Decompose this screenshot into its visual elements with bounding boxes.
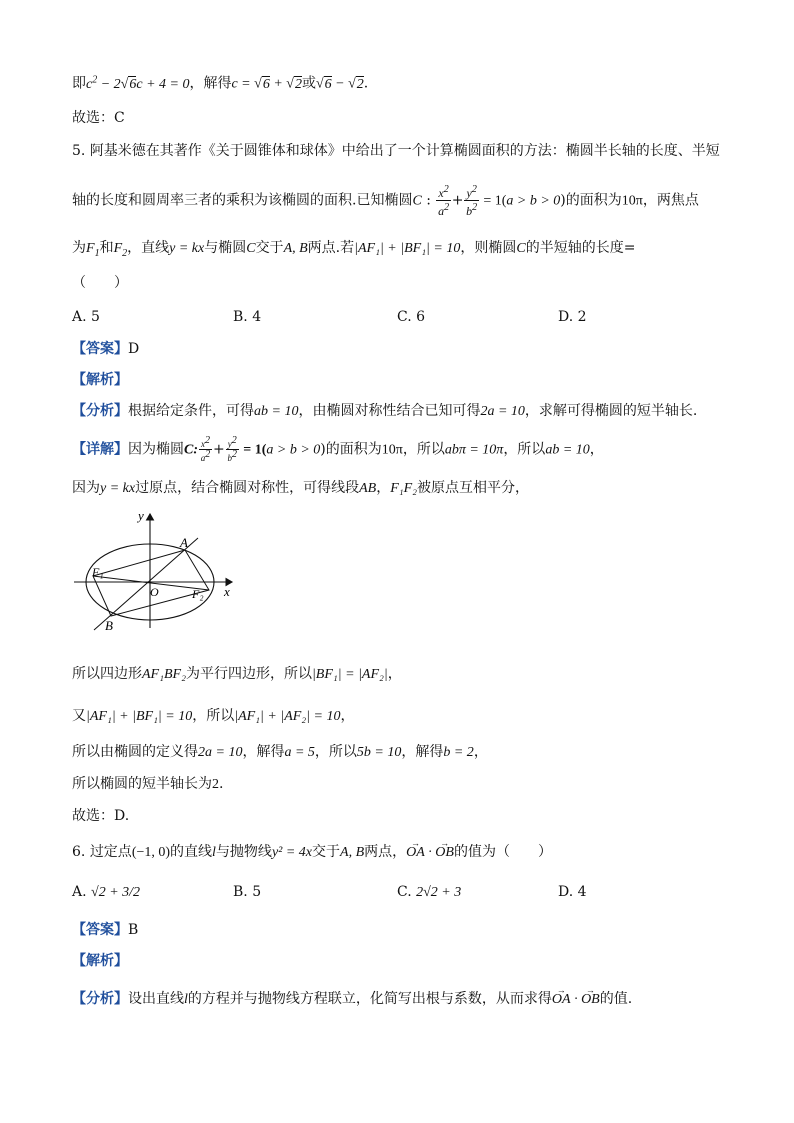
fenxi-tag: 【分析】 — [72, 991, 128, 1007]
label-A: A — [180, 535, 188, 550]
math: y² = 4x — [271, 845, 313, 860]
text: ，求解可得椭圆的短半轴长. — [524, 403, 698, 419]
math: A, B — [340, 845, 365, 860]
q6-options — [72, 882, 734, 908]
text: 的值. — [599, 991, 633, 1007]
text: 因为 — [72, 480, 100, 496]
option-b[interactable]: B. 4 — [233, 309, 262, 325]
math: |BF₁| = |AF₂| — [311, 667, 388, 682]
answer-tag: 【答案】 — [72, 922, 128, 938]
q5-stem-line3: 为$F_1$和$F_2$，直线y = kx与椭圆C交于A, B两点.若|AF₁| + |BF₁| = 10，则椭圆C的半短轴的长度= — [72, 240, 636, 259]
math: 5b = 10 — [356, 745, 402, 760]
analysis-tag: 【解析】 — [72, 372, 128, 388]
text: 轴的长度和圆周率三者的乘积为该椭圆的面积.已知椭圆 — [72, 192, 413, 209]
question-number: 6. — [72, 844, 86, 860]
text: ， — [473, 744, 488, 760]
text: 阿基米德在其著作《关于圆锥体和球体》中给出了一个计算椭圆面积的方法：椭圆半长轴的长度、半短 — [89, 143, 720, 159]
text: ，所以 — [402, 441, 445, 458]
analysis-tag: 【解析】 — [72, 953, 128, 969]
text: ， — [340, 708, 355, 724]
ellipse-figure — [72, 506, 242, 634]
condition: |AF₁| + |BF₁| = 10 — [354, 241, 461, 256]
q5-definition — [72, 742, 734, 763]
q5-you — [72, 706, 734, 727]
answer-tag: 【答案】 — [72, 341, 128, 357]
math: l — [212, 845, 216, 860]
text: 所以四边形 — [72, 666, 142, 682]
xiangjie-tag: 【详解】 — [72, 441, 128, 458]
text: 过定点 — [89, 844, 132, 860]
text: 过原点，结合椭圆对称性，可得线段 — [135, 480, 360, 496]
text: 设出直线 — [128, 991, 184, 1007]
text: 的方程并与抛物线方程联立，化简写出根与系数，从而求得 — [187, 991, 552, 1007]
option-c[interactable] — [397, 882, 461, 903]
text: 的直线 — [170, 844, 213, 860]
math: ab = 10 — [254, 404, 299, 419]
q5-xiangjie: 【详解】因为椭圆C: $\frac{x^2}{a^2}$ + $\frac{y^2}{b^2}$ = 1(a > b > 0)的面积为10π，所以abπ = 10π，所以ab = 10， — [72, 435, 604, 463]
q5-paren: （ ） — [72, 275, 128, 291]
line-equation: y = kx — [169, 241, 205, 256]
math: |AF₁| + |BF₁| = 10 — [86, 709, 193, 724]
math: ab = 10 — [545, 442, 590, 458]
text: . — [363, 75, 369, 92]
text: 即 — [72, 75, 86, 92]
answer-value: D — [128, 341, 140, 357]
text: 为 — [72, 240, 86, 256]
text: 所以由椭圆的定义得 — [72, 744, 198, 760]
math: F₁F₂ — [390, 481, 418, 496]
text: ，直线 — [127, 240, 170, 256]
text: ， — [387, 666, 402, 682]
text: 为平行四边形，所以 — [185, 666, 312, 682]
label-x: x — [224, 584, 230, 599]
q6-fenxi: 【分析】设出直线l的方程并与抛物线方程联立，化简写出根与系数，从而求得→ OA · → OB的值. — [72, 989, 734, 1010]
q5-answer — [72, 339, 734, 359]
text: 的面积为 — [565, 192, 622, 209]
text: ，所以 — [503, 441, 546, 458]
option-c[interactable]: C. 6 — [397, 309, 426, 325]
label-O: O — [150, 585, 159, 599]
area-value: 10π — [621, 193, 643, 209]
label-B: B — [105, 618, 113, 633]
line-equation: y = kx — [100, 481, 136, 496]
q5-stem-line1 — [72, 141, 734, 161]
text: 交于 — [312, 844, 341, 860]
text: . — [219, 776, 224, 792]
math: 2 — [212, 777, 219, 792]
text: 的半短轴的长度= — [525, 240, 636, 256]
area-value: 10π — [381, 442, 403, 458]
q5-options — [72, 307, 734, 327]
q5-conclusion — [72, 774, 734, 795]
option-label: C. — [397, 884, 412, 900]
point: (−1, 0) — [131, 845, 171, 860]
text: 的面积为 — [325, 441, 382, 458]
text: 两点， — [364, 844, 407, 860]
choose-c: 故选：C — [72, 110, 125, 126]
text: ，解得 — [401, 744, 444, 760]
math: 2a = 10 — [198, 745, 243, 760]
q6-answer — [72, 920, 734, 940]
text: 两点.若 — [307, 240, 355, 256]
option-b[interactable]: B. 5 — [233, 884, 262, 900]
q5-fenxi — [72, 401, 734, 422]
text: 和 — [99, 240, 114, 256]
math: AF₁BF₂ — [142, 667, 186, 682]
fenxi-tag: 【分析】 — [72, 403, 128, 419]
q5-symmetry — [72, 478, 734, 499]
line-y-kx — [94, 538, 198, 630]
text: ，解得 — [242, 744, 285, 760]
option-a[interactable] — [72, 882, 140, 903]
label-F1: F₁ — [92, 565, 104, 579]
q5-choose: 故选：D. — [72, 808, 130, 824]
text: ，解得 — [189, 75, 232, 92]
math: a = 5 — [284, 745, 315, 760]
math: 2a = 10 — [480, 404, 525, 419]
label-F2: F₂ — [192, 587, 204, 601]
option-d[interactable]: D. 2 — [558, 309, 587, 325]
q6-analysis-tag — [72, 951, 734, 971]
text: ，则椭圆 — [460, 240, 517, 256]
option-d[interactable]: D. 4 — [558, 884, 587, 900]
math: AB — [359, 481, 377, 496]
answer-value: B — [128, 922, 139, 938]
option-a[interactable]: A. 5 — [72, 309, 100, 325]
q5-analysis-tag — [72, 370, 734, 390]
option-value: √2 + 3/2 — [91, 885, 141, 900]
text: 与抛物线 — [215, 844, 272, 860]
math: b = 2 — [443, 745, 474, 760]
math: l — [184, 992, 188, 1007]
text: ， — [589, 441, 604, 458]
text: 被原点互相平分， — [417, 480, 530, 496]
q5-parallelogram — [72, 664, 734, 685]
option-label: A. — [72, 884, 87, 900]
option-value: 2√2 + 3 — [416, 885, 462, 900]
text: 的值为（ ） — [453, 844, 552, 860]
text: 或 — [301, 75, 316, 92]
text: ，所以 — [314, 744, 357, 760]
text: ， — [376, 480, 391, 496]
text: 因为椭圆 — [128, 441, 184, 458]
label-y: y — [138, 508, 144, 523]
solution-line-c: 即$c^2 - 2√6c + 4 = 0$，解得c = √6 + √2或√6 − √2. — [72, 74, 369, 92]
text: 与椭圆 — [204, 240, 247, 256]
text: 根据给定条件，可得 — [128, 403, 254, 419]
text: 所以椭圆的短半轴长为 — [72, 776, 212, 792]
text: ，由椭圆对称性结合已知可得 — [298, 403, 481, 419]
question-number: 5. — [72, 143, 86, 159]
text: ，两焦点 — [642, 192, 699, 209]
math: |AF₁| + |AF₂| = 10 — [234, 709, 341, 724]
text: 又 — [72, 708, 86, 724]
text: 交于 — [255, 240, 284, 256]
text: ，所以 — [192, 708, 235, 724]
q6-stem: 6. 过定点(−1, 0)的直线l与抛物线y² = 4x交于A, B两点，→ OA · → OB的值为（ ） — [72, 842, 734, 863]
q5-stem-line2: 轴的长度和圆周率三者的乘积为该椭圆的面积.已知椭圆C : $\frac{x^2}{a^2}$ + $\frac{y^2}{b^2}$ = 1(a > b > 0)的面积为10π，两焦点 — [72, 184, 699, 218]
math: abπ = 10π — [444, 442, 504, 458]
